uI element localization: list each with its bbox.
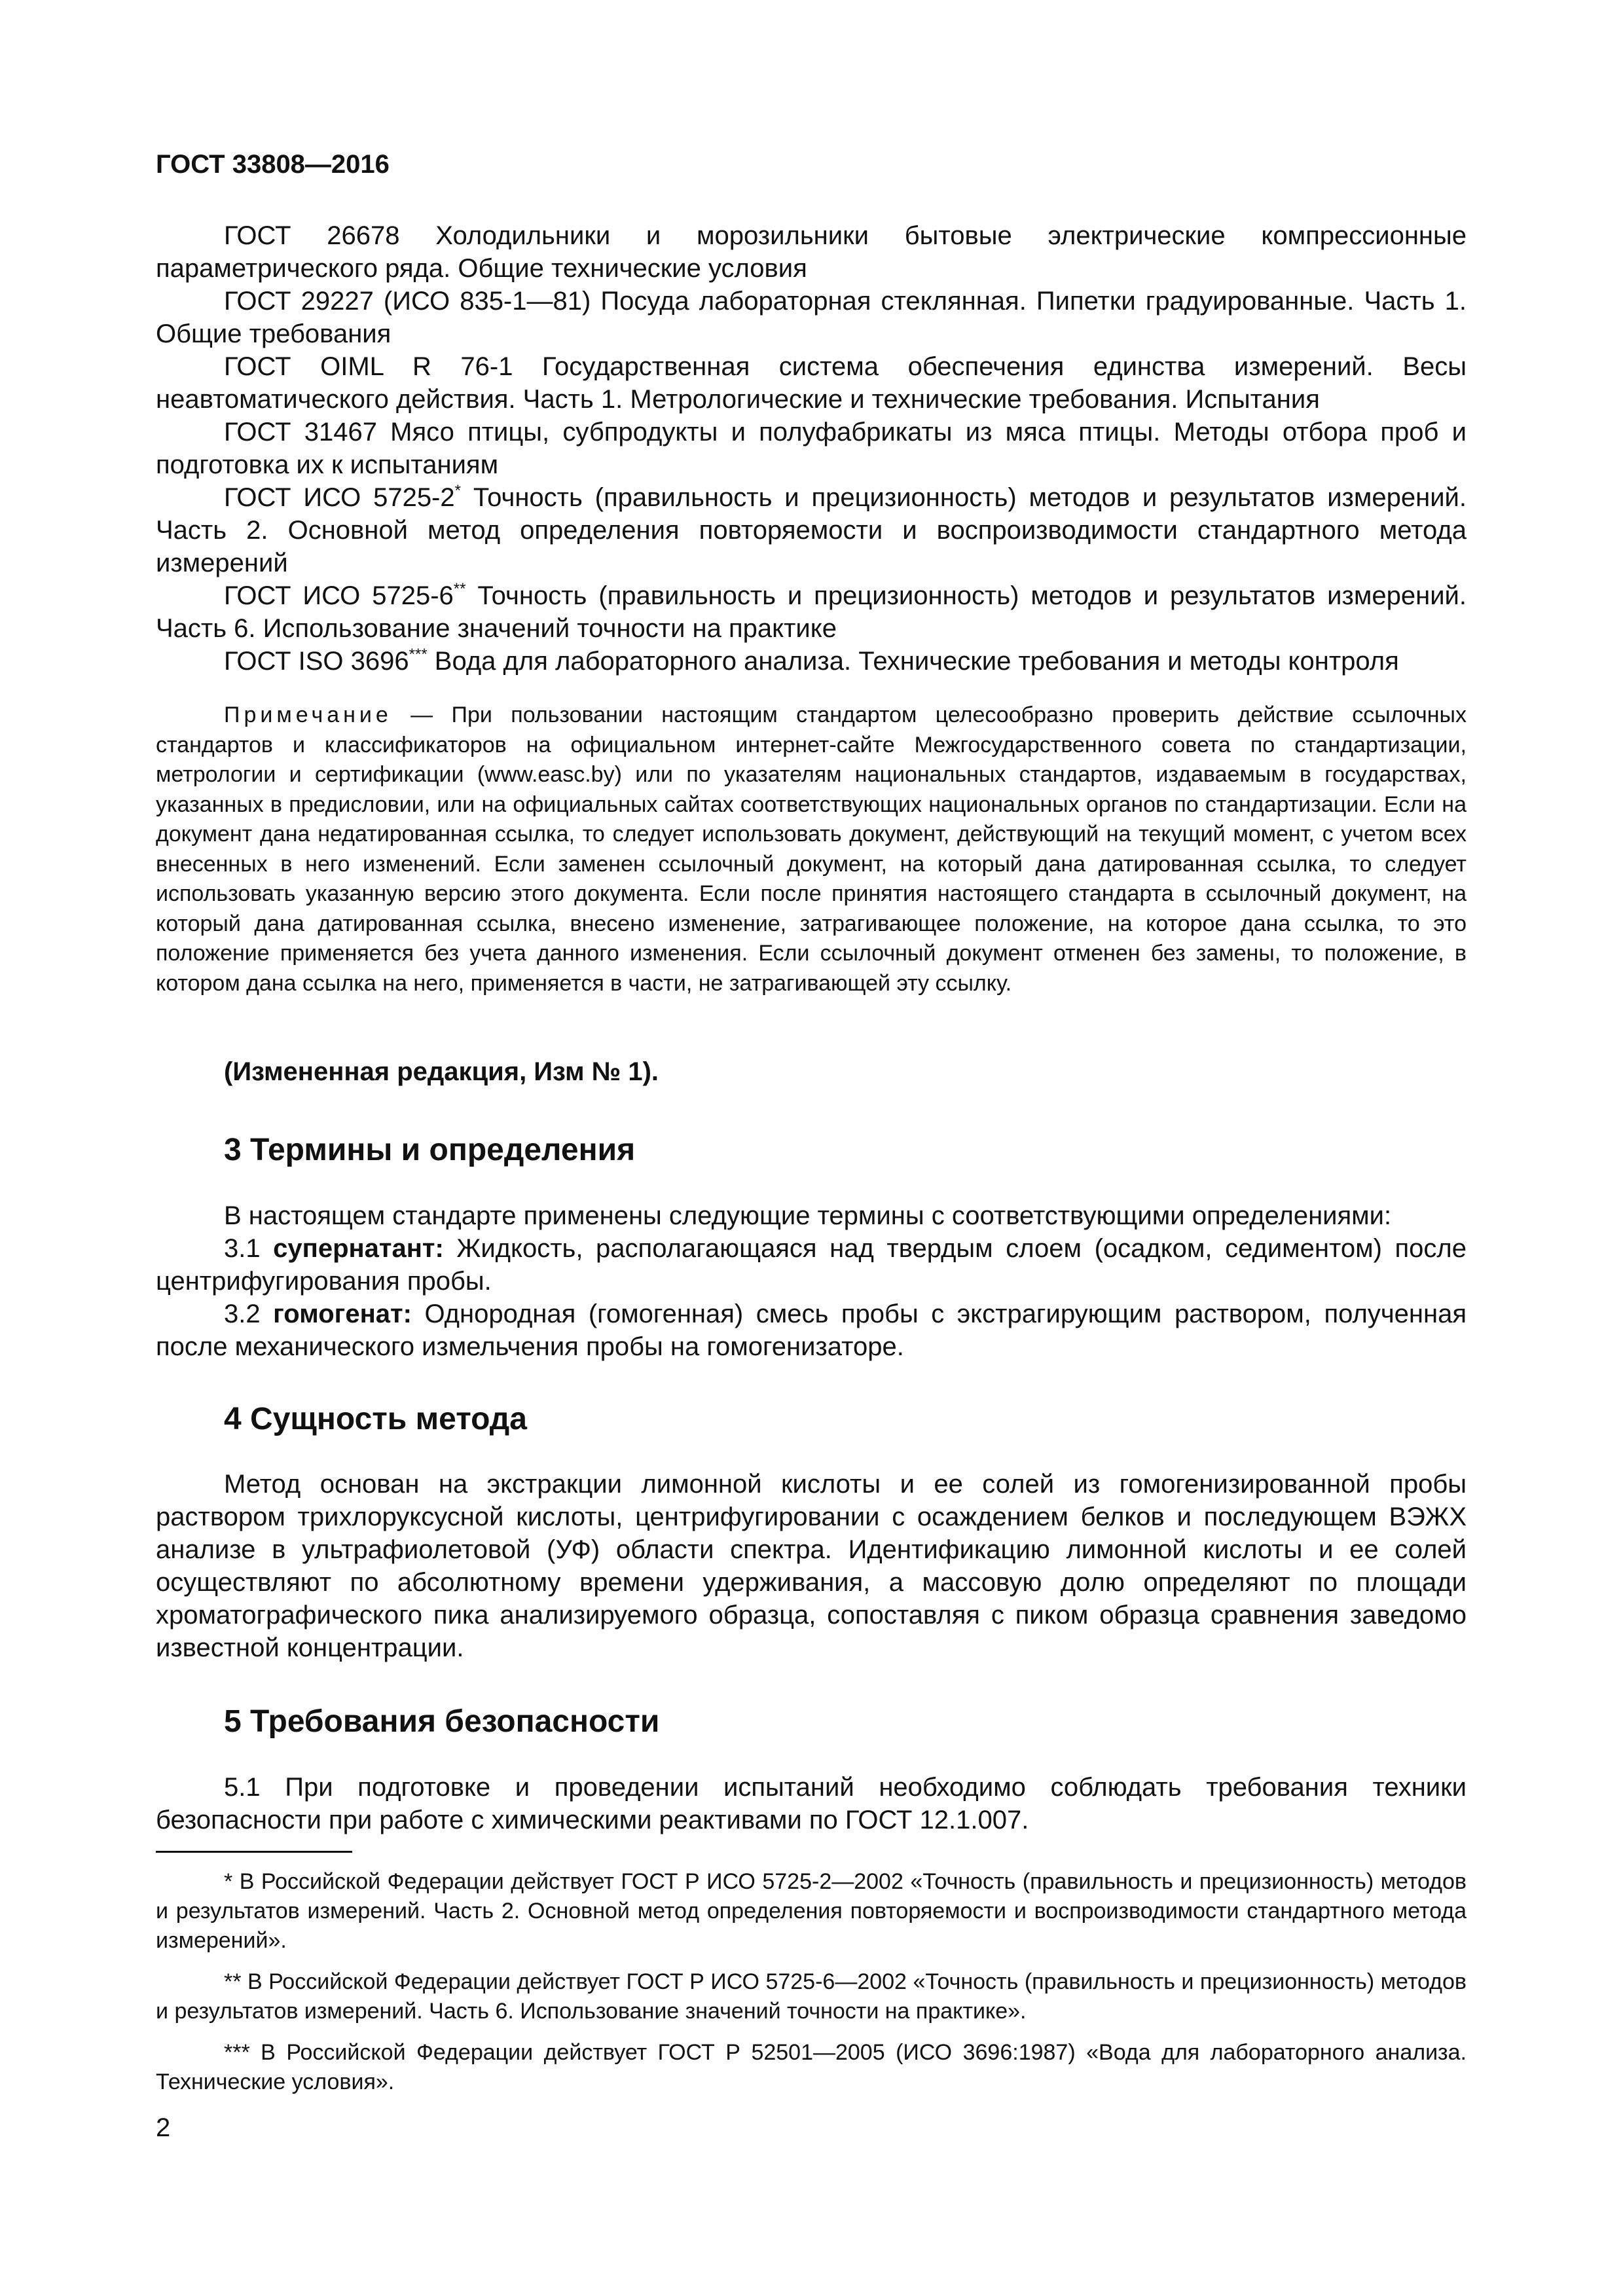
reference-item	[156, 579, 1467, 645]
term-name: супернатант:	[273, 1234, 444, 1263]
section-5-paragraph: 5.1 При подготовке и проведении испытаний необходимо соблюдать требования техники безопасности при работе с химическими реактивами по ГОСТ 12.1.007.	[156, 1773, 1467, 1834]
section-5-title: 5 Требования безопасности	[224, 1704, 660, 1739]
page-header-doc-number: ГОСТ 33808—2016	[156, 150, 390, 179]
note-block	[156, 701, 1467, 998]
footnotes-block	[156, 1867, 1467, 2109]
reference-title: Точность (правильность и прецизионность) методов и результатов измерений. Часть 6. Использование значений точности на практике	[156, 581, 1467, 643]
normative-references-list	[156, 219, 1467, 678]
term-name: гомогенат:	[273, 1300, 412, 1328]
footnote-marker: ***	[409, 646, 428, 663]
term-definition	[156, 1298, 1467, 1363]
reference-title: Точность (правильность и прецизионность) методов и результатов измерений. Часть 2. Основной метод определения повторяемости и воспроизводимости стандартного метода измерений	[156, 483, 1467, 577]
footnote-marker: **	[453, 580, 466, 598]
footnote-marker: *	[454, 482, 461, 500]
term-text: Однородная (гомогенная) смесь пробы с экстрагирующим раствором, полученная после механического измельчения пробы на гомогенизаторе.	[156, 1300, 1467, 1361]
section-3-intro: В настоящем стандарте применены следующие термины с соответствующими определениями:	[224, 1201, 1392, 1230]
footnote-separator	[156, 1851, 352, 1853]
section-3-title: 3 Термины и определения	[224, 1133, 636, 1167]
note-paragraph	[156, 701, 1467, 998]
note-text: — При пользовании настоящим стандартом целесообразно проверить действие ссылочных стандартов и классификаторов на официальном интернет-сайте Межгосударственного совета по стандартизации, метрологии и сертификации (www.easc.by) или по указателям национальных стандартов, издаваемым в государствах, указанных в предисловии, или на официальных сайтах соответствующих национальных органов по стандартизации. Если на документ дана недатированная ссылка, то следует использовать документ, действующий на текущий момент, с учетом всех внесенных в него изменений. Если заменен ссылочный документ, на который дана датированная ссылка, то следует использовать указанную версию этого документа. Если после принятия настоящего стандарта в ссылочный документ, на который дана датированная ссылка, внесено изменение, затрагивающее положение, на которое дана ссылка, то это положение применяется без учета данного изменения. Если ссылочный документ отменен без замены, то положение, в котором дана ссылка на него, применяется в части, не затрагивающей эту ссылку.	[156, 702, 1467, 996]
reference-item: ГОСТ 31467 Мясо птицы, субпродукты и полуфабрикаты из мяса птицы. Методы отбора проб и подготовка их к испытаниям	[156, 418, 1467, 479]
section-4-title: 4 Сущность метода	[224, 1402, 527, 1436]
section-3-body	[156, 1199, 1467, 1363]
reference-item	[156, 645, 1467, 678]
reference-item: ГОСТ 26678 Холодильники и морозильники бытовые электрические компрессионные параметрического ряда. Общие технические условия	[156, 221, 1467, 283]
footnote: * В Российской Федерации действует ГОСТ Р ИСО 5725-2—2002 «Точность (правильность и прецизионность) методов и результатов измерений. Часть 2. Основной метод определения повторяемости и воспроизводимости стандартного метода измерений».	[156, 1869, 1467, 1953]
reference-item: ГОСТ 29227 (ИСО 835-1—81) Посуда лабораторная стеклянная. Пипетки градуированные. Часть 1. Общие требования	[156, 287, 1467, 348]
page-number: 2	[156, 2113, 171, 2142]
footnote: *** В Российской Федерации действует ГОСТ Р 52501—2005 (ИСО 3696:1987) «Вода для лабораторного анализа. Технические условия».	[156, 2040, 1467, 2094]
note-label: Примечание	[224, 702, 392, 727]
reference-item	[156, 481, 1467, 579]
reference-code: ГОСТ ИСО 5725-2	[224, 483, 455, 512]
term-definition	[156, 1232, 1467, 1298]
term-text: Жидкость, располагающаяся над твердым слоем (осадком, седиментом) после центрифугирования пробы.	[156, 1234, 1467, 1296]
section-4-body	[156, 1468, 1467, 1664]
reference-code: ГОСТ ISO 3696	[224, 647, 409, 676]
footnote: ** В Российской Федерации действует ГОСТ Р ИСО 5725-6—2002 «Точность (правильность и прецизионность) методов и результатов измерений. Часть 6. Использование значений точности на практике».	[156, 1969, 1467, 2024]
term-number: 3.2	[224, 1300, 274, 1328]
reference-item: ГОСТ OIML R 76-1 Государственная система обеспечения единства измерений. Весы неавтоматического действия. Часть 1. Метрологические и технические требования. Испытания	[156, 352, 1467, 414]
document-page	[156, 0, 1467, 2296]
reference-title: Вода для лабораторного анализа. Технические требования и методы контроля	[427, 647, 1399, 676]
revision-note: (Измененная редакция, Изм № 1).	[224, 1057, 659, 1086]
section-5-body	[156, 1771, 1467, 1836]
reference-code: ГОСТ ИСО 5725-6	[224, 581, 454, 610]
term-number: 3.1	[224, 1234, 274, 1263]
section-4-paragraph: Метод основан на экстракции лимонной кислоты и ее солей из гомогенизированной пробы раствором трихлоруксусной кислоты, центрифугировании с осаждением белков и последующем ВЭЖХ анализе в ультрафиолетовой (УФ) области спектра. Идентификацию лимонной кислоты и ее солей осуществляют по абсолютному времени удерживания, а массовую долю определяют по площади хроматографического пика анализируемого образца, сопоставляя с пиком образца сравнения заведомо известной концентрации.	[156, 1470, 1467, 1662]
